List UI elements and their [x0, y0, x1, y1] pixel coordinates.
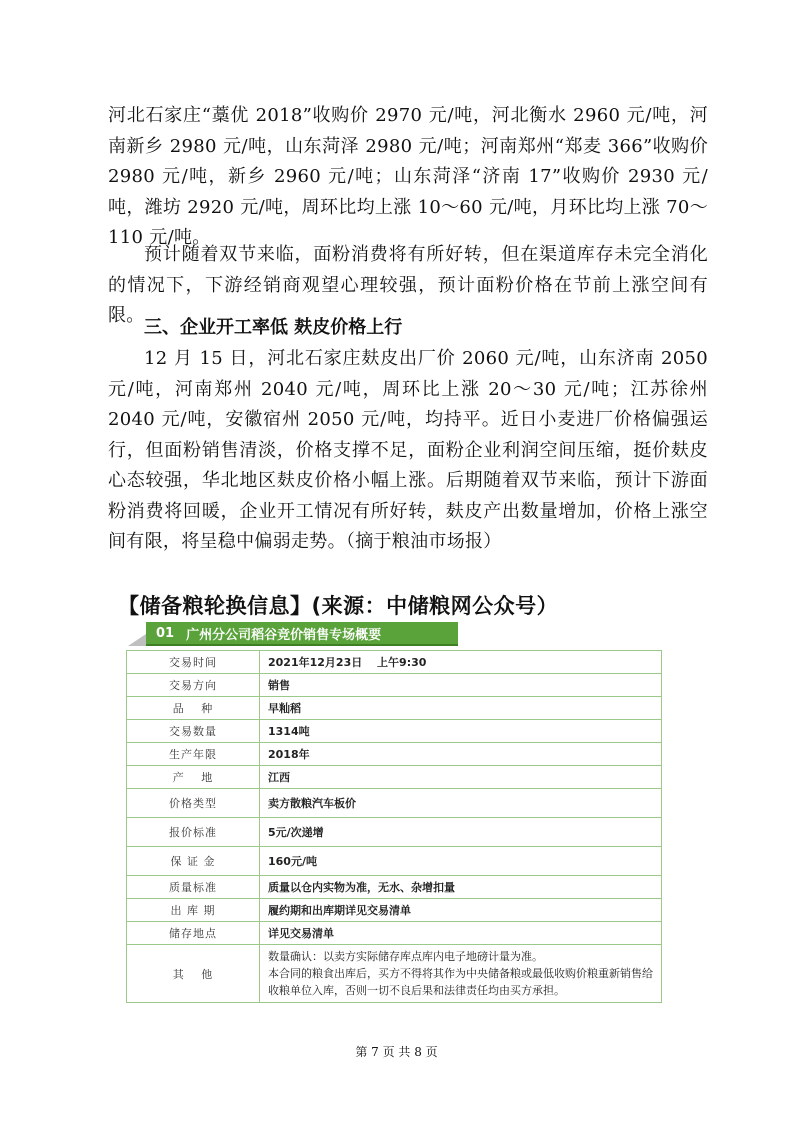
section-heading: 三、企业开工率低 麸皮价格上行 [144, 317, 403, 338]
table-row [127, 899, 662, 922]
row-value: 江西 [260, 766, 662, 789]
banner-tab-decoration [128, 634, 146, 646]
row-key: 交易方向 [127, 674, 260, 697]
other-line-terms: 本合同的粮食出库后，买方不得将其作为中央储备粮或最低收购价粮重新销售给收粮单位入库，否则一切不良后果和法律责任均由买方承担。 [268, 967, 653, 997]
row-key: 产 地 [127, 766, 260, 789]
row-key: 交易数量 [127, 720, 260, 743]
row-value: 质量以仓内实物为准，无水、杂增扣量 [260, 876, 662, 899]
table-row [127, 789, 662, 818]
auction-info-table [126, 650, 662, 1003]
banner-number: 01 [156, 625, 175, 641]
paragraph-text: 预计随着双节来临，面粉消费将有所好转，但在渠道库存未完全消化的情况下，下游经销商观望心理较强，预计面粉价格在节前上涨空间有限。 [108, 244, 708, 326]
row-value: 2018年 [260, 743, 662, 766]
banner-label [146, 622, 458, 646]
paragraph-bran-prices [108, 344, 708, 558]
table-row [127, 743, 662, 766]
row-value: 履约期和出库期详见交易清单 [260, 899, 662, 922]
row-key: 品 种 [127, 697, 260, 720]
table-row [127, 697, 662, 720]
row-value: 早籼稻 [260, 697, 662, 720]
row-value: 卖方散粮汽车板价 [260, 789, 662, 818]
paragraph-text: 河北石家庄“藁优 2018”收购价 2970 元/吨，河北衡水 2960 元/吨，河南新乡 2980 元/吨，山东菏泽 2980 元/吨；河南郑州“郑麦 366”收购价 2980 元/吨，新乡 2960 元/吨；山东菏泽“济南 17”收购价 2930 元/吨，潍坊 2920 元/吨，周环比均上涨 10～60 元/吨，月环比均上涨 70～110 元/吨。 [108, 105, 708, 248]
paragraph-wheat-prices [108, 101, 708, 254]
row-key: 出 库 期 [127, 899, 260, 922]
row-value: 1314吨 [260, 720, 662, 743]
page-footer: 第 7 页 共 8 页 [355, 1045, 438, 1059]
row-key: 储存地点 [127, 922, 260, 945]
table-row [127, 651, 662, 674]
table-row [127, 847, 662, 876]
table-row [127, 720, 662, 743]
reserve-info-title: 【储备粮轮换信息】(来源：中储粮网公众号） [118, 594, 559, 618]
table-row [127, 818, 662, 847]
row-key: 生产年限 [127, 743, 260, 766]
row-key: 其 他 [127, 945, 260, 1003]
row-value: 详见交易清单 [260, 922, 662, 945]
row-key: 报价标准 [127, 818, 260, 847]
row-key: 价格类型 [127, 789, 260, 818]
auction-banner [128, 622, 458, 646]
row-value: 销售 [260, 674, 662, 697]
table-row [127, 922, 662, 945]
row-key: 质量标准 [127, 876, 260, 899]
row-value: 5元/次递增 [260, 818, 662, 847]
table-row-other [127, 945, 662, 1003]
row-key: 交易时间 [127, 651, 260, 674]
other-line-quantity: 数量确认：以卖方实际储存库点库内电子地磅计量为准。 [268, 950, 543, 963]
table-row [127, 766, 662, 789]
table-row [127, 876, 662, 899]
table-row [127, 674, 662, 697]
paragraph-text: 12 月 15 日，河北石家庄麸皮出厂价 2060 元/吨，山东济南 2050 元/吨，河南郑州 2040 元/吨，周环比上涨 20～30 元/吨；江苏徐州 2040 元/吨，安徽宿州 2050 元/吨，均持平。近日小麦进厂价格偏强运行，但面粉销售清淡，价格支撑不足，面粉企业利润空间压缩，挺价麸皮心态较强，华北地区麸皮价格小幅上涨。后期随着双节来临，预计下游面粉消费将回暖，企业开工情况有所好转，麸皮产出数量增加，价格上涨空间有限，将呈稳中偏弱走势。（摘于粮油市场报） [108, 348, 708, 552]
row-value-other [260, 945, 662, 1003]
banner-text: 广州分公司稻谷竞价销售专场概要 [186, 627, 382, 643]
row-value: 2021年12月23日 上午9:30 [260, 651, 662, 674]
row-value: 160元/吨 [260, 847, 662, 876]
row-key: 保 证 金 [127, 847, 260, 876]
